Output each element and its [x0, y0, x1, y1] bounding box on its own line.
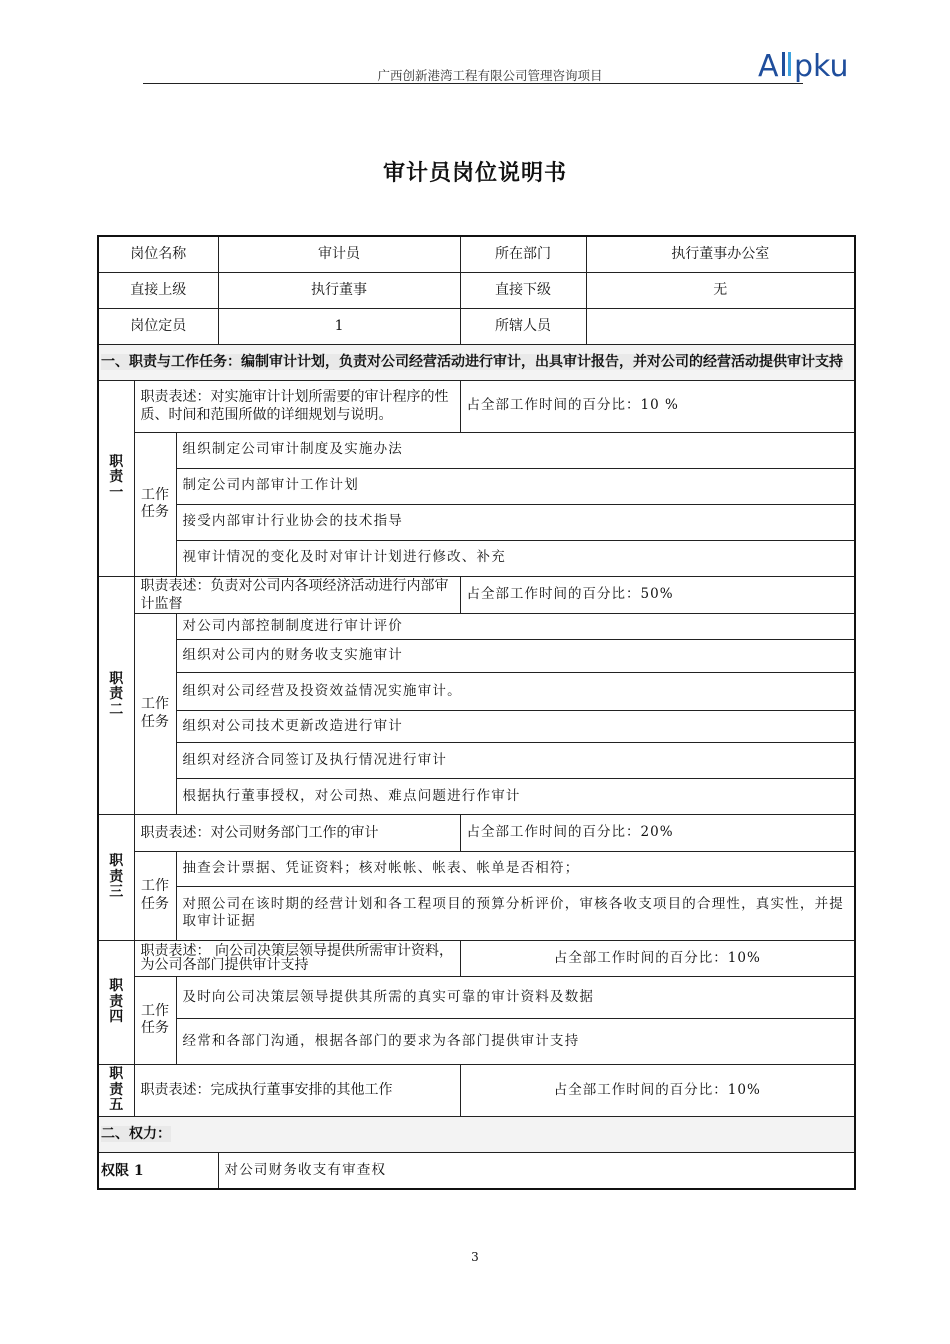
- duty-4-task-1: 及时向公司决策层领导提供其所需的真实可靠的审计资料及数据: [176, 976, 855, 1018]
- duty-1-label: 职责一: [98, 380, 134, 576]
- superior-label: 直接上级: [98, 272, 218, 308]
- duty-2-task-label: 工作任务: [134, 613, 176, 814]
- section-duties-title: 一、职责与工作任务：编制审计计划，负责对公司经营活动进行审计，出具审计报告，并对公司的经营活动提供审计支持: [98, 344, 855, 380]
- duty-3-description: 职责表述：对公司财务部门工作的审计: [134, 814, 460, 851]
- headcount-label: 岗位定员: [98, 308, 218, 344]
- duty-5-description: 职责表述：完成执行董事安排的其他工作: [134, 1064, 460, 1116]
- duty-2-task-4: 组织对公司技术更新改造进行审计: [176, 710, 855, 742]
- staff-value: [586, 308, 855, 344]
- duty-2-label: 职责二: [98, 576, 134, 814]
- department-value: 执行董事办公室: [586, 236, 855, 272]
- job-description-table: [97, 235, 856, 1190]
- duty-1-task-4: 视审计情况的变化及时对审计计划进行修改、补充: [176, 540, 855, 576]
- duty-5-label: 职责五: [98, 1064, 134, 1116]
- subordinate-label: 直接下级: [460, 272, 586, 308]
- duty-5-percentage: 占全部工作时间的百分比：10%: [460, 1064, 855, 1116]
- duty-2-task-3: 组织对公司经营及投资效益情况实施审计。: [176, 672, 855, 710]
- section-authority-title: 二、权力：: [98, 1116, 855, 1152]
- position-name-value: 审计员: [218, 236, 460, 272]
- duty-1-task-1: 组织制定公司审计制度及实施办法: [176, 432, 855, 468]
- duty-1-description: 职责表述：对实施审计计划所需要的审计程序的性质、时间和范围所做的详细规划与说明。: [134, 380, 460, 432]
- duty-3-label: 职责三: [98, 814, 134, 940]
- page-number: 3: [471, 1250, 479, 1264]
- header-divider: [143, 83, 803, 84]
- duty-3-task-label: 工作任务: [134, 851, 176, 940]
- duty-4-task-2: 经常和各部门沟通，根据各部门的要求为各部门提供审计支持: [176, 1018, 855, 1064]
- duty-1-task-2: 制定公司内部审计工作计划: [176, 468, 855, 504]
- staff-label: 所辖人员: [460, 308, 586, 344]
- duty-2-task-5: 组织对经济合同签订及执行情况进行审计: [176, 742, 855, 778]
- duty-4-percentage: 占全部工作时间的百分比：10%: [460, 940, 855, 976]
- duty-2-description: 职责表述：负责对公司内各项经济活动进行内部审计监督: [134, 576, 460, 613]
- duty-2-task-2: 组织对公司内的财务收支实施审计: [176, 639, 855, 672]
- duty-1-task-label: 工作任务: [134, 432, 176, 576]
- svg-text:pku: pku: [794, 49, 849, 82]
- duty-4-task-label: 工作任务: [134, 976, 176, 1064]
- header-company-project: 广西创新港湾工程有限公司管理咨询项目: [377, 68, 603, 83]
- authority-1-content: 对公司财务收支有审查权: [218, 1152, 855, 1189]
- duty-3-task-2: 对照公司在该时期的经营计划和各工程项目的预算分析评价，审核各收支项目的合理性，真实性，并提取审计证据: [176, 886, 855, 940]
- position-name-label: 岗位名称: [98, 236, 218, 272]
- duty-2-percentage: 占全部工作时间的百分比：50%: [460, 576, 855, 613]
- duty-3-percentage: 占全部工作时间的百分比：20%: [460, 814, 855, 851]
- page-title: 审计员岗位说明书: [382, 161, 567, 186]
- authority-1-label: 权限 1: [98, 1152, 218, 1189]
- superior-value: 执行董事: [218, 272, 460, 308]
- duty-2-task-6: 根据执行董事授权，对公司热、难点问题进行作审计: [176, 778, 855, 814]
- duty-1-percentage: 占全部工作时间的百分比：10 %: [460, 380, 855, 432]
- duty-4-label: 职责四: [98, 940, 134, 1064]
- svg-text:A: A: [758, 49, 779, 82]
- duty-1-task-3: 接受内部审计行业协会的技术指导: [176, 504, 855, 540]
- duty-2-task-1: 对公司内部控制制度进行审计评价: [176, 613, 855, 639]
- department-label: 所在部门: [460, 236, 586, 272]
- allpku-logo: [756, 46, 872, 82]
- headcount-value: 1: [218, 308, 460, 344]
- subordinate-value: 无: [586, 272, 855, 308]
- duty-4-description: 职责表述： 向公司决策层领导提供所需审计资料，为公司各部门提供审计支持: [134, 940, 460, 976]
- duty-3-task-1: 抽查会计票据、凭证资料；核对帐帐、帐表、帐单是否相符；: [176, 851, 855, 886]
